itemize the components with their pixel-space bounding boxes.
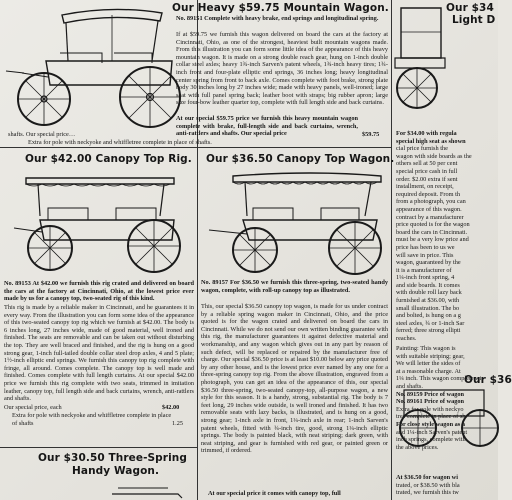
heavy-wagon-body: If at $59.75 we furnish this wagon delivered on board the cars at the factory at Cincinnati, Ohio, as one of the strongest, heaviest built mountain wagons made. From this illustration you can form some little idea of the appearance of this heavy mountain wagon. It is made on a strong double reach gear, hung on 1-inch double collar steel axles; heavy 1¾-inch Sarven's patent wheels, 1¾-inch heavy tires; 1¾-inch front and four-plate elliptic end springs, 36 inches long; heavy longitudinal center spring from front to back axle. Comes complete with foot brake, strong plate body 30 inches long by 27 inches wide; made with heavy panels, well-ironed; large seat with full panel spring back; leather boot with straps; big rubber apron; large size four-bow leather quarter top, complete with full length side and back curtains. — [176, 31, 388, 107]
right-column-2-line: No. 89159 Price of wagon — [396, 390, 465, 398]
canopy-rig-illustration — [4, 168, 194, 278]
right-column-line: order. $2.00 extra if sent — [396, 175, 458, 183]
right-column-line: wagon with side boards as the — [396, 152, 472, 160]
canopy-wagon-illustration — [203, 166, 389, 278]
canopy-rig-item-line: No. 89153 At $42.00 we furnish this rig crated and delivered on board the cars at the factory at Cincinnati, Ohio, at the lowest price ever made by us for a canopy top, two-seated rig of this kind. — [4, 280, 194, 303]
column-rule-right — [391, 0, 392, 500]
right-column-line: with double roll lazy back — [396, 289, 462, 297]
right-column-2-line: 1¼ inch. This wagon complete wi — [396, 375, 482, 383]
right-column-line: special price cash in full — [396, 167, 458, 175]
right-column-line: 1¼-inch front spring, 4 — [396, 274, 455, 282]
right-column-line: small illustration. The bo — [396, 304, 460, 312]
canopy-rig-body: This rig is made by a reliable maker in Cincinnati, and he guarantees it in every way. From the illustration you can form some idea of the appearance of this two-seated canopy top rig which we furnish at $42.00. The body is 6 inches long, 27 inches wide, made of good material, well ironed and finished. The seats are removable and can be taken out without disturbing the top. They are well braced and finished, and the rig is hung on a good strong gear, 1-inch full-tailed double collar steel drop axles, 4 and 5 plate; 1½-inch elliptic end springs. We furnish this canopy top rig complete with fringe, all around. Comes complete. The canopy top is well made and finished. Comes complete with full length curtains. At our special $42.00 price we furnish this rig complete with two seats, trimmed in imitation leather, canopy top, full length side and back curtains, wrench, anti-rattlers and shafts. — [4, 304, 194, 403]
right-title-top: Our $34 — [446, 2, 494, 14]
right-bottom-line: trated, we furnish this tw — [396, 489, 459, 497]
heavy-wagon-special-price: At our special $59.75 price we furnish this heavy mountain wagon complete with brake, full-length side and back curtains, wrench, anti-rattlers and shafts. Our special price — [176, 115, 358, 138]
right-column-line: price has been to us we — [396, 243, 455, 251]
right-column-line: special high seat as shown — [396, 137, 466, 145]
right-column-line: appearance of this wagon. — [396, 205, 462, 213]
right-bottom-line: trated, or $38.50 with bla — [396, 481, 460, 489]
right-column-line: it is a manufacturer of — [396, 266, 452, 274]
right-column-line: required deposit. From th — [396, 190, 461, 198]
handy-wagon-illustration-top — [108, 480, 188, 500]
right-column-line: installment, on receipt, — [396, 183, 454, 191]
right-column-2-line: with suitable striping; gear, — [396, 352, 465, 360]
right-column-line: and bolted, is hung on a g — [396, 312, 461, 320]
right-column-line: steel axles, ¾ or 1-inch Sar — [396, 319, 465, 327]
right-column-line: board the cars in Cincinnati. — [396, 228, 468, 236]
right-column-text — [396, 130, 500, 380]
canopy-rig-price-line: Our special price, each — [4, 404, 62, 411]
right-column-line: wagon, guaranteed by the — [396, 259, 461, 267]
canopy-wagon-title: Our $36.50 Canopy Top Wagon. — [206, 153, 395, 165]
canopy-wagon-item-line: No. 89157 For $36.50 we furnish this three-spring, two-seated handy wagon, complete, with roll-up canopy top as illustrated. — [201, 279, 388, 294]
canopy-rig-extra-price: 1.25 — [172, 420, 184, 427]
canopy-wagon-body: This, our special $36.50 canopy top wagon, is made for us under contract by a reliable spring wagon maker in Cincinnati, Ohio, and the price quoted is for the wagon crated and delivered on board the cars in Cincinnati. While we do not send our own written binding guarantee with this rig, the manufacturer guarantees it against defective material and workmanship, and any wagon which gives out in any part by reason of such defect, will be replaced or repaired by the manufacturer free of charge. Our special $36.50 price is at least $10.00 below any price quoted by any other house, and is the lowest price ever named by any one for a three-spring canopy top rig. From the above illustration, engraved from a photograph, you can get an idea of the appearance of this, our special $36.50 three-spring, two-seated canopy-top, all-purpose wagon, a new style for this season. It is a handy, strong, substantial rig. The body is 7 feet long, 29 inches wide outside, is well ironed and finished. It has two removable seats with lazy backs, is illustrated, and is hung on a good, strong gear; 1-inch axle in front, 1¼-inch axle in rear; 1-inch Sarven's patent wheels, fitted with ¾-inch tire, good, strong 1¼-inch elliptic springs. The body is painted black, with neat striping; dark green, with neat striping, and gear is furnished with red gear, or painted green or trimmed, if ordered. — [201, 303, 388, 455]
carriage-illustration — [2, 3, 192, 131]
lower-right-wagon-illustration — [394, 386, 498, 448]
right-column-line: ferred; three strong ellipti — [396, 327, 461, 335]
canopy-rig-price: $42.00 — [162, 404, 180, 411]
right-column-2-line: Extra for pole with neckyo — [396, 405, 464, 413]
right-column-line: contract by a manufacturer — [396, 213, 464, 221]
right-column-line: For $34.00 with regula — [396, 130, 457, 137]
heavy-wagon-title: Our Heavy $59.75 Mountain Wagon. — [172, 2, 389, 14]
right-column-2-line: We will letter the sides of — [396, 360, 461, 368]
heavy-wagon-price: $59.75 — [362, 131, 380, 138]
right-column-2-line: inch springs, complete with — [396, 436, 466, 444]
right-column-2-line: tree complete in place of sh — [396, 413, 466, 421]
right-column-line: must be a very low price and — [396, 236, 469, 244]
canopy-wagon-footer: At our special price it comes with canopy top, full — [208, 490, 341, 497]
right-column-2-line: and 1¼-inch Sarven's patent — [396, 428, 468, 436]
heavy-wagon-extra-line: Extra for pole with neckyoke and whiffletree complete in place of shafts. — [28, 139, 212, 146]
three-spring-title-line2: Handy Wagon. — [72, 465, 160, 477]
canopy-rig-extra-line: Extra for pole with neckyoke and whiffletree complete in place of shafts — [12, 412, 172, 427]
canopy-rig-title: Our $42.00 Canopy Top Rig. — [25, 153, 192, 165]
right-lower-title: Our $36 — [464, 374, 512, 386]
right-bottom-line: At $36.50 for wagon wi — [396, 474, 458, 481]
right-column-2-line: and shafts. — [396, 382, 423, 390]
right-column-2-line: at a reasonable charge. At — [396, 367, 461, 375]
right-column-line: and side boards. It comes — [396, 281, 460, 289]
right-column-2-line: For close style wagon as a — [396, 420, 465, 428]
section-rule-bottom-left — [0, 447, 197, 448]
right-bottom-text — [396, 474, 500, 500]
heavy-wagon-item-line: No. 89151 Complete with heavy brake, end springs and longitudinal spring. — [176, 15, 379, 22]
right-column-line: will save in price. This — [396, 251, 454, 259]
right-column-line: from a photograph, you can — [396, 198, 466, 206]
three-spring-title-line1: Our $30.50 Three-Spring — [38, 452, 187, 464]
heavy-wagon-shafts-prefix: shafts. Our special price… — [8, 131, 76, 138]
right-column-line: reaches. — [396, 335, 417, 343]
right-column-line: others sell at 50 per cent — [396, 160, 458, 168]
right-column-2-line: No. 89161 Price of wagon — [396, 398, 465, 406]
right-column-line: cial price furnish the — [396, 145, 448, 153]
right-subtitle-top: Light D — [452, 14, 496, 26]
right-column-2-line: Painting: This wagon is — [396, 345, 456, 352]
section-rule-top — [0, 147, 391, 148]
right-column-2-line: the above prices. — [396, 443, 439, 451]
light-delivery-wagon-illustration — [395, 2, 445, 112]
right-column-line: price quoted is for the wagon — [396, 221, 470, 229]
right-column-line: furnished at $36.00, with — [396, 297, 460, 305]
